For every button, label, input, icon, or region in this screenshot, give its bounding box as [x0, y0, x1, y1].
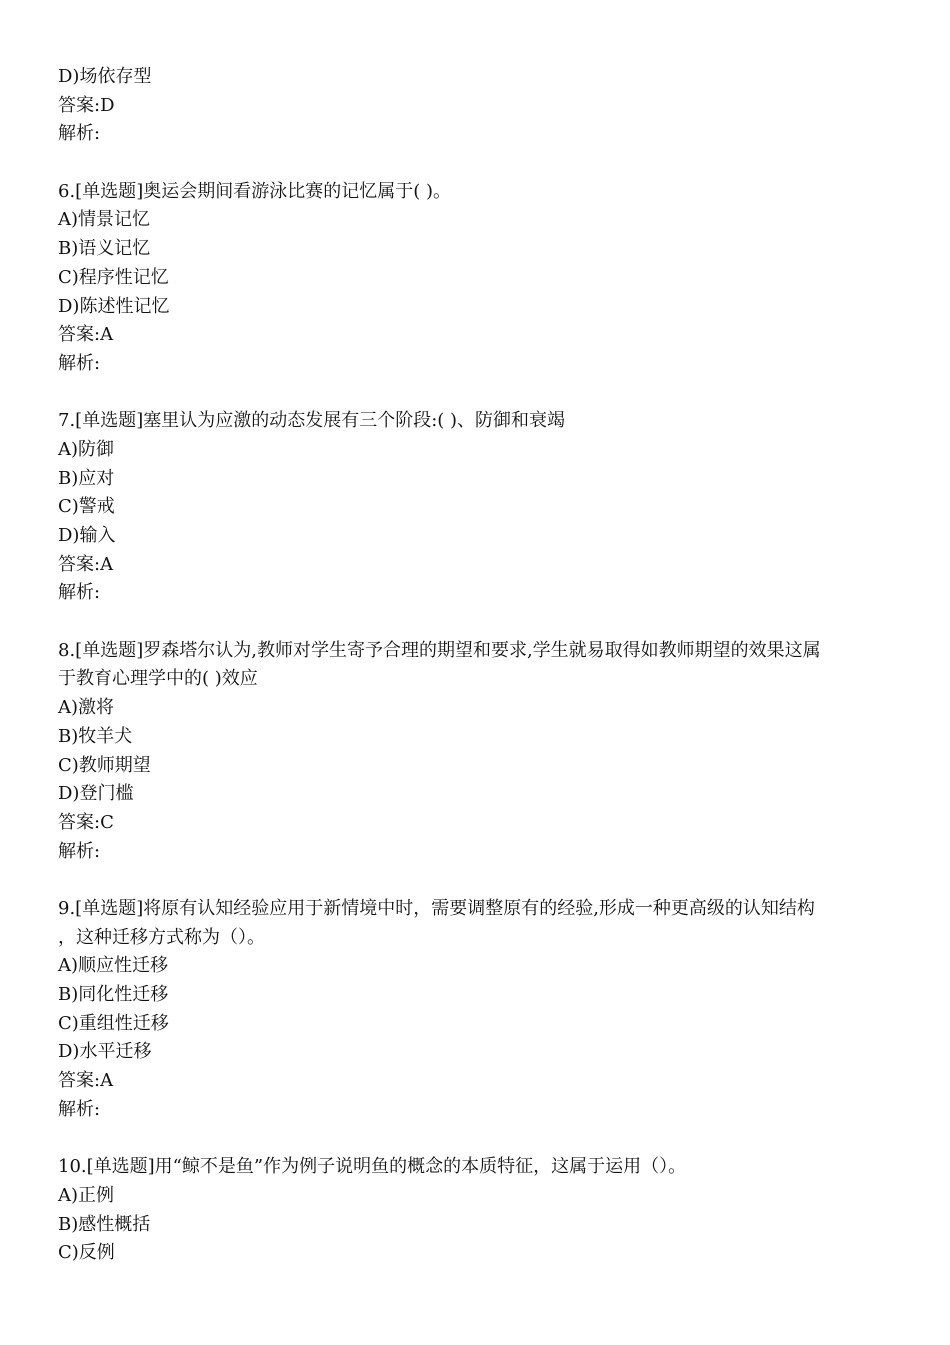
question-7	[58, 407, 898, 608]
answer: 答案:C	[58, 811, 114, 833]
option-b: B)语义记忆	[58, 238, 151, 260]
answer: 答案:D	[58, 94, 115, 116]
question-stem-continued: ，这种迁移方式称为（）。	[58, 926, 265, 948]
option-c: C)程序性记忆	[58, 266, 169, 288]
question-stem: 10.[单选题]用“鲸不是鱼”作为例子说明鱼的概念的本质特征，这属于运用（）。	[58, 1156, 687, 1178]
answer: 答案:A	[58, 1070, 114, 1092]
option-c: C)重组性迁移	[58, 1012, 169, 1034]
question-stem: 9.[单选题]将原有认知经验应用于新情境中时，需要调整原有的经验,形成一种更高级的认知结构	[58, 897, 815, 919]
option-a: A)激将	[58, 697, 115, 719]
option-d: D)陈述性记忆	[58, 295, 170, 317]
option-b: B)应对	[58, 467, 115, 489]
question-stem: 7.[单选题]塞里认为应激的动态发展有三个阶段:( )、防御和衰竭	[58, 410, 566, 432]
document-page	[58, 63, 898, 1268]
option-c: C)警戒	[58, 496, 115, 518]
question-8	[58, 637, 898, 867]
analysis: 解析:	[58, 123, 101, 145]
option-d: D)水平迁移	[58, 1041, 152, 1063]
option-a: A)顺应性迁移	[58, 955, 169, 977]
analysis: 解析:	[58, 840, 101, 862]
question-10	[58, 1153, 898, 1268]
option-c: C)反例	[58, 1242, 115, 1264]
analysis: 解析:	[58, 352, 101, 374]
analysis: 解析:	[58, 1098, 101, 1120]
answer: 答案:A	[58, 324, 114, 346]
option-b: B)感性概括	[58, 1213, 151, 1235]
option-a: A)情景记忆	[58, 209, 151, 231]
question-stem-continued: 于教育心理学中的( )效应	[58, 668, 258, 690]
option-c: C)教师期望	[58, 754, 151, 776]
option-d: D)场依存型	[58, 66, 152, 87]
option-a: A)正例	[58, 1184, 115, 1206]
answer: 答案:A	[58, 553, 114, 575]
option-b: B)同化性迁移	[58, 984, 169, 1005]
question-stem: 6.[单选题]奥运会期间看游泳比赛的记忆属于( )。	[58, 180, 451, 202]
question-6	[58, 178, 898, 379]
option-a: A)防御	[58, 438, 115, 460]
option-d: D)登门槛	[58, 783, 134, 805]
option-b: B)牧羊犬	[58, 725, 133, 747]
question-stem: 8.[单选题]罗森塔尔认为,教师对学生寄予合理的期望和要求,学生就易取得如教师期望的效果这属	[58, 639, 821, 661]
analysis: 解析:	[58, 582, 101, 604]
question-9	[58, 895, 898, 1125]
option-d: D)输入	[58, 525, 116, 546]
